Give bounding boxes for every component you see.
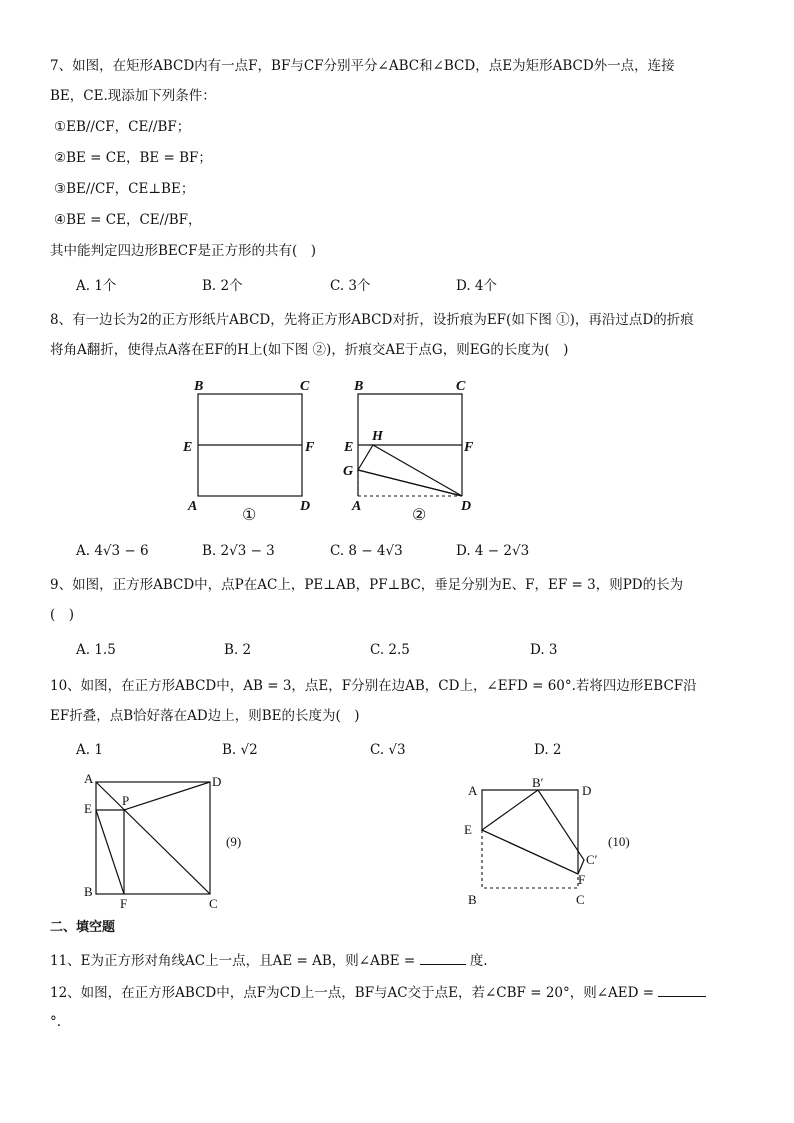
section-title: 二、填空题 (50, 920, 116, 935)
q12-text: 12、如图，在正方形ABCD中，点F为CD上一点，BF与AC交于点E，若∠CBF = 20°，则∠AED = (50, 985, 655, 1001)
segment-pd (124, 782, 210, 810)
label-c: C (576, 892, 585, 907)
label-g: G (343, 464, 354, 479)
q8-option-c: C. 8 − 4√3 (330, 543, 403, 559)
q7-option-a: A. 1个 (76, 278, 117, 294)
q12-answer-blank[interactable] (658, 982, 706, 997)
q9-figure (78, 770, 248, 910)
triangle-ghd (358, 445, 462, 496)
label-c: C (300, 379, 310, 394)
label-e: E (183, 440, 193, 455)
q12-line2: °. (50, 1014, 62, 1030)
figure-caption: (10) (608, 834, 630, 849)
label-d: D (212, 774, 222, 789)
q10-figure (460, 770, 660, 910)
q8-option-a: A. 4√3 − 6 (76, 543, 149, 559)
label-a: A (84, 771, 94, 786)
label-d: D (582, 783, 592, 798)
label-b: B (84, 884, 93, 899)
dashed-original-ebcf (482, 830, 578, 888)
label-c: C (456, 379, 466, 394)
label-e: E (84, 801, 92, 816)
label-e: E (344, 440, 354, 455)
q8-option-d: D. 4 − 2√3 (456, 543, 530, 559)
q7-condition-3: ③BE//CF，CE⊥BE； (54, 181, 195, 197)
q7-question: 其中能判定四边形BECF是正方形的共有( ) (50, 243, 317, 259)
q11-unit: 度. (469, 953, 488, 969)
figure-caption: ② (412, 507, 427, 522)
q10-option-a: A. 1 (76, 742, 103, 758)
label-h: H (372, 429, 383, 444)
label-b: B (354, 379, 364, 394)
q8-line1: 8、有一边长为2的正方形纸片ABCD，先将正方形ABCD对折，设折痕为EF(如下图 ①)，再沿过点D的折痕 (50, 312, 694, 328)
label-f: F (305, 440, 315, 455)
q7-option-c: C. 3个 (330, 278, 371, 294)
q9-option-d: D. 3 (530, 642, 558, 658)
q7-condition-2: ②BE = CE，BE = BF； (54, 150, 212, 166)
label-c-prime: C′ (586, 852, 598, 867)
label-b: B (194, 379, 204, 394)
label-a: A (468, 783, 478, 798)
q12-line1 (50, 982, 706, 1003)
q8-figure-2 (340, 372, 480, 522)
label-e: E (464, 822, 472, 837)
label-c: C (209, 896, 218, 910)
label-f: F (578, 872, 586, 887)
diagonal-ac (96, 782, 210, 894)
label-a: A (352, 499, 362, 514)
q8-line2: 将角A翻折，使得点A落在EF的H上(如下图 ②)，折痕交AE于点G，则EG的长度为( ) (50, 342, 569, 358)
q9-line2: ( ) (50, 607, 75, 623)
q11-answer-blank[interactable] (420, 950, 466, 965)
q10-line2: EF折叠，点B恰好落在AD边上，则BE的长度为( ) (50, 708, 360, 724)
q10-option-b: B. √2 (222, 742, 258, 758)
q10-option-c: C. √3 (370, 742, 406, 758)
q9-option-b: B. 2 (224, 642, 252, 658)
q10-option-d: D. 2 (534, 742, 562, 758)
q11-text: 11、E为正方形对角线AC上一点，且AE = AB，则∠ABE = (50, 953, 416, 969)
q7-line2: BE，CE.现添加下列条件： (50, 88, 216, 104)
square-top-edges (482, 790, 578, 874)
q7-condition-1: ①EB//CF，CE//BF； (54, 119, 191, 135)
label-b-prime: B′ (532, 775, 544, 790)
label-p: P (122, 793, 130, 808)
label-f: F (464, 440, 474, 455)
segment-ef (96, 810, 124, 894)
folded-quad-eb1c1f (482, 790, 584, 874)
q7-line1: 7、如图，在矩形ABCD内有一点F，BF与CF分别平分∠ABC和∠BCD，点E为矩形ABCD外一点，连接 (50, 58, 675, 74)
q7-condition-4: ④BE = CE，CE//BF， (54, 212, 202, 228)
q9-line1: 9、如图，正方形ABCD中，点P在AC上，PE⊥AB，PF⊥BC，垂足分别为E、F，EF = 3，则PD的长为 (50, 577, 684, 593)
q8-option-b: B. 2√3 − 3 (202, 543, 275, 559)
label-a: A (188, 499, 198, 514)
label-f: F (120, 896, 128, 910)
q9-option-c: C. 2.5 (370, 642, 410, 658)
label-d: D (300, 499, 311, 514)
crease-ef (482, 830, 578, 874)
label-d: D (461, 499, 472, 514)
figure-caption: (9) (226, 834, 242, 849)
q7-option-b: B. 2个 (202, 278, 243, 294)
q7-option-d: D. 4个 (456, 278, 498, 294)
label-b: B (468, 892, 477, 907)
q10-line1: 10、如图，在正方形ABCD中，AB = 3，点E，F分别在边AB，CD上，∠EFD = 60°.若将四边形EBCF沿 (50, 678, 697, 694)
q8-figure-1 (180, 372, 320, 522)
figure-caption: ① (242, 507, 257, 522)
q11-line (50, 950, 488, 971)
q9-option-a: A. 1.5 (76, 642, 116, 658)
crease-gd (358, 470, 462, 496)
